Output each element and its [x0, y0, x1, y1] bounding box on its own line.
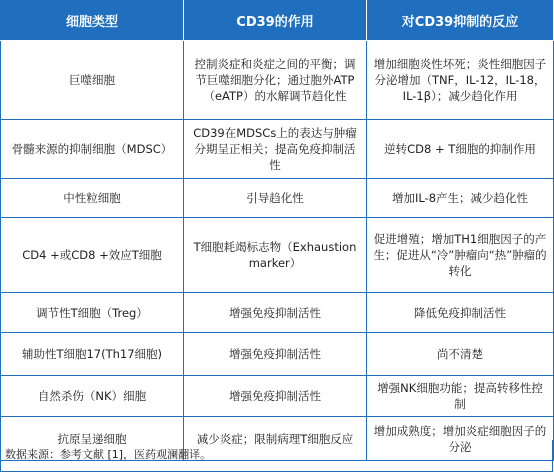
cell-type: 抗原呈递细胞 [1, 417, 184, 461]
cd39-role: 增强免疫抑制活性 [184, 333, 367, 376]
cell-type: 骨髓来源的抑制细胞（MDSC） [1, 120, 184, 179]
cd39-role: 控制炎症和炎症之间的平衡；调节巨噬细胞分化；通过胞外ATP（eATP）的水解调节趋化性 [184, 41, 367, 120]
table-row [1, 41, 554, 120]
source-note: 数据来源：参考文献 [1]，医药观澜翻译。 [0, 440, 553, 472]
table-row [1, 120, 554, 179]
cd39-role: 引导趋化性 [184, 179, 367, 218]
cell-type: 巨噬细胞 [1, 41, 184, 120]
inhibition-response: 增加细胞炎性坏死；炎性细胞因子分泌增加（TNF，IL-12，IL-18，IL-1β）；减少趋化作用 [367, 41, 554, 120]
cell-type: CD4 +或CD8 +效应T细胞 [1, 218, 184, 293]
cell-type: 调节性T细胞（Treg） [1, 293, 184, 333]
cd39-role: 增强免疫抑制活性 [184, 376, 367, 417]
inhibition-response: 降低免疫抑制活性 [367, 293, 554, 333]
inhibition-response: 尚不清楚 [367, 333, 554, 376]
table-row [1, 333, 554, 376]
table-row [1, 376, 554, 417]
inhibition-response: 促进增殖；增加TH1细胞因子的产生；促进从“冷”肿瘤向“热”肿瘤的转化 [367, 218, 554, 293]
header-inhibition-response: 对CD39抑制的反应 [367, 0, 554, 41]
header-cell-type: 细胞类型 [1, 0, 184, 41]
cell-type: 中性粒细胞 [1, 179, 184, 218]
inhibition-response: 逆转CD8 + T细胞的抑制作用 [367, 120, 554, 179]
cell-type: 自然杀伤（NK）细胞 [1, 376, 184, 417]
table-row [1, 218, 554, 293]
inhibition-response: 增加成熟度；增加炎症细胞因子的分泌 [367, 417, 554, 461]
inhibition-response: 增强NK细胞功能；提高转移性控制 [367, 376, 554, 417]
table-row [1, 179, 554, 218]
cd39-role: CD39在MDSCs上的表达与肿瘤分期呈正相关；提高免疫抑制活性 [184, 120, 367, 179]
table-header-row [1, 0, 554, 41]
inhibition-response: 增加IL-8产生；减少趋化性 [367, 179, 554, 218]
cd39-role: T细胞耗竭标志物（Exhaustion marker） [184, 218, 367, 293]
cell-type: 辅助性T细胞17(Th17细胞) [1, 333, 184, 376]
cd39-role: 减少炎症；限制病理T细胞反应 [184, 417, 367, 461]
table-row [1, 293, 554, 333]
cd39-role: 增强免疫抑制活性 [184, 293, 367, 333]
header-cd39-role: CD39的作用 [184, 0, 367, 41]
